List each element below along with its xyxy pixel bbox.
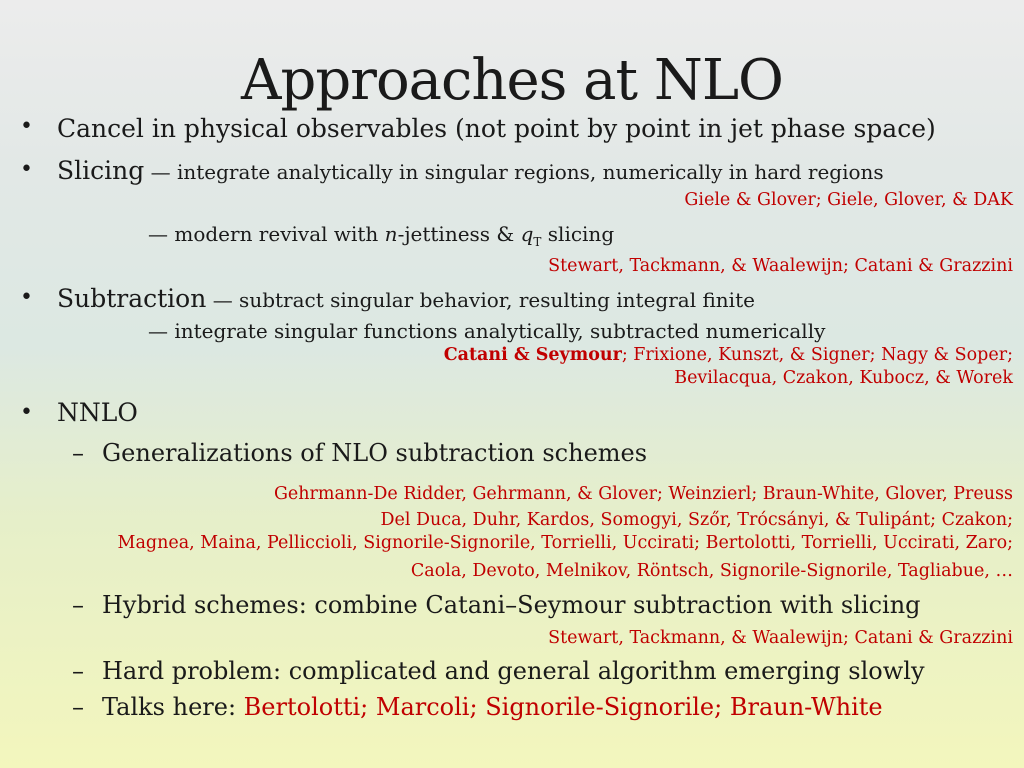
slicing-heading: Slicing bbox=[57, 156, 145, 185]
slicing-ref-1: Giele & Glover; Giele, Glover, & DAK bbox=[684, 190, 1013, 210]
talks-names: Bertolotti; Marcoli; Signorile-Signorile; Braun-White bbox=[243, 693, 883, 721]
talks-label: Talks here: bbox=[102, 693, 244, 721]
dash-icon: – bbox=[72, 591, 84, 619]
bullet-nnlo: NNLO bbox=[57, 398, 138, 427]
nnlo-hybrid: Hybrid schemes: combine Catani–Seymour subtraction with slicing bbox=[102, 591, 921, 619]
dash-icon: – bbox=[72, 693, 84, 721]
slicing-ref-2: Stewart, Tackmann, & Waalewijn; Catani & Grazzini bbox=[548, 256, 1013, 276]
nnlo-talks bbox=[102, 693, 883, 721]
nnlo-generalizations: Generalizations of NLO subtraction schemes bbox=[102, 439, 648, 467]
bullet-slicing bbox=[57, 156, 884, 185]
dash-icon: – bbox=[72, 657, 84, 685]
revival-text-b: -jettiness & bbox=[397, 222, 521, 246]
bullet-icon: • bbox=[20, 285, 33, 310]
bullet-subtraction bbox=[57, 284, 755, 313]
revival-text-c: slicing bbox=[541, 222, 615, 246]
revival-n: n bbox=[384, 222, 398, 246]
subtraction-heading: Subtraction bbox=[57, 284, 207, 313]
revival-T: T bbox=[533, 235, 542, 249]
subtraction-ref-1 bbox=[444, 345, 1013, 365]
nnlo-ref-3: Magnea, Maina, Pelliccioli, Signorile-Signorile, Torrielli, Uccirati; Bertolotti, Torrielli, Uccirati, Zaro; bbox=[117, 533, 1013, 553]
slide-title: Approaches at NLO bbox=[241, 48, 783, 113]
revival-q: q bbox=[520, 222, 534, 246]
ref-catani-seymour: Catani & Seymour bbox=[443, 345, 622, 365]
nnlo-ref-4: Caola, Devoto, Melnikov, Röntsch, Signorile-Signorile, Tagliabue, … bbox=[410, 561, 1013, 581]
ref-others: ; Frixione, Kunszt, & Signer; Nagy & Soper; bbox=[621, 345, 1013, 365]
slicing-description: — integrate analytically in singular regions, numerically in hard regions bbox=[144, 160, 884, 184]
nnlo-ref-2: Del Duca, Duhr, Kardos, Somogyi, Szőr, Trócsányi, & Tulipánt; Czakon; bbox=[380, 510, 1013, 530]
bullet-icon: • bbox=[20, 400, 33, 425]
revival-text-a: — modern revival with bbox=[148, 222, 385, 246]
subtraction-description: — subtract singular behavior, resulting integral finite bbox=[206, 288, 755, 312]
nnlo-ref-1: Gehrmann-De Ridder, Gehrmann, & Glover; Weinzierl; Braun-White, Glover, Preuss bbox=[273, 484, 1013, 504]
subtraction-line-2: — integrate singular functions analytically, subtracted numerically bbox=[148, 319, 826, 343]
bullet-icon: • bbox=[20, 157, 33, 182]
slicing-revival bbox=[148, 222, 614, 249]
bullet-icon: • bbox=[20, 114, 33, 139]
subtraction-ref-2: Bevilacqua, Czakon, Kubocz, & Worek bbox=[674, 368, 1013, 388]
nnlo-hard-problem: Hard problem: complicated and general algorithm emerging slowly bbox=[102, 657, 925, 685]
dash-icon: – bbox=[72, 439, 84, 467]
bullet-cancel: Cancel in physical observables (not point by point in jet phase space) bbox=[57, 114, 936, 143]
nnlo-hybrid-ref: Stewart, Tackmann, & Waalewijn; Catani & Grazzini bbox=[548, 628, 1013, 648]
